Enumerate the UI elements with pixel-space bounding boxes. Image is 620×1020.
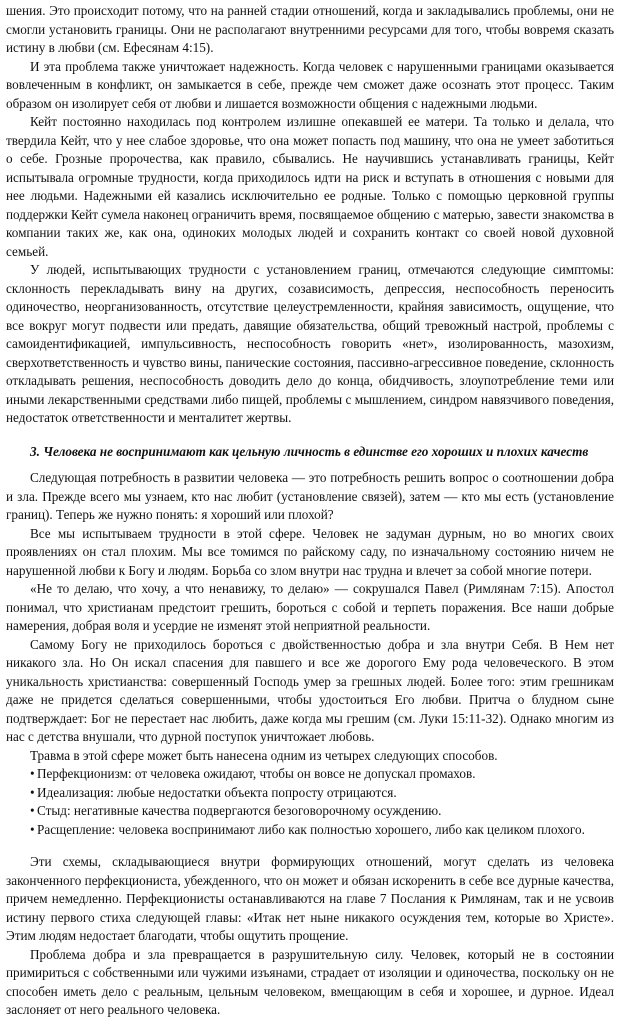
- list-item: [6, 765, 614, 784]
- bullet-icon: •: [30, 766, 35, 781]
- list-item-text: Идеализация: любые недостатки объекта попросту отрицаются.: [37, 784, 397, 800]
- paragraph-reliability: И эта проблема также уничтожает надежность. Когда человек с нарушенными границами оказывается вовлеченным в конфликт, он замыкается в себе, прежде чем сможет даже осознать этот процесс. Таким образом он изолирует себя от любви и лишается возможности общения с надежными людьми.: [6, 58, 614, 111]
- list-item-text: Расщепление: человека воспринимают либо как полностью хорошего, либо как целиком плохого.: [37, 821, 585, 837]
- spacer: [6, 839, 614, 853]
- paragraph-destructive-force: Проблема добра и зла превращается в разрушительную силу. Человек, который не в состоянии примириться с собственными или чужими изъянами, страдает от изоляции и одиночества, поскольку он не способен иметь дело с реальным, цельным человеком, вмещающим в себя и хорошее, и дурное. Идеал заслоняет от него реального человека.: [6, 946, 614, 1017]
- list-item-text: Перфекционизм: от человека ожидают, чтобы он вовсе не допускал промахов.: [37, 766, 476, 781]
- bullet-icon: •: [30, 821, 35, 837]
- paragraph-god-love: Самому Богу не приходилось бороться с двойственностью добра и зла внутри Себя. В Нем нет никакого зла. Но Он искал спасения для павшего и все же дорогого Ему рода человеческого. В этом уникальность христианства: совершенный Господь умер за грешных людей. Более того: этим грешникам даже не придется сделаться совершенными, чтобы удостоиться Его любви. Притча о блудном сыне подтверждает: Бог не перестает нас любить, даже когда мы грешим (см. Луки 15:11-32). Однако многим из нас с детства внушали, что дурной поступок уничтожает любовь.: [6, 636, 614, 744]
- paragraph-continuation: шения. Это происходит потому, что на ранней стадии отношений, когда и закладывались проблемы, они не смогли установить границы. Они не располагают внутренними ресурсами для того, чтобы вовремя сказать истину в любви (см. Ефесянам 4:15).: [6, 3, 614, 55]
- list-item: [6, 821, 614, 840]
- list-item-text: Стыд: негативные качества подвергаются безоговорочному осуждению.: [37, 803, 442, 818]
- section-heading: 3. Человека не воспринимают как цельную личность в единстве его хороших и плохих качеств: [30, 443, 589, 459]
- paragraph-paul-quote: «Не то делаю, что хочу, а что ненавижу, то делаю» — сокрушался Павел (Римлянам 7:15). Апостол понимал, что христианам предстоит грешить, бороться с собой и терпеть поражения. Все наши добрые намерения, добрая воля и усердие не изменят этой неприятной реальности.: [6, 581, 614, 633]
- paragraph-difficulties: Все мы испытываем трудности в этой сфере. Человек не задуман дурным, но во многих своих проявлениях он стал плохим. Мы все томимся по райскому саду, по изначальному состоянию ничем не нарушенной любви к Богу и людям. Борьба со злом внутри нас трудна и влечет за собой многие потери.: [6, 525, 614, 578]
- trauma-ways-list: [6, 765, 614, 839]
- paragraph-good-and-evil: Следующая потребность в развитии человека — это потребность решить вопрос о соотношении добра и зла. Прежде всего мы узнаем, кто нас любит (установление связей), затем — кто мы есть (установление границ). Теперь же нужно понять: я хороший или плохой?: [6, 470, 614, 522]
- bullet-icon: •: [30, 784, 35, 800]
- list-item: [6, 802, 614, 821]
- bullet-icon: •: [30, 803, 35, 818]
- paragraph-kate-story: Кейт постоянно находилась под контролем излишне опекавшей ее матери. Та только и делала, что твердила Кейт, что у нее слабое здоровье, что она может попасть под машину, что она не умеет заботиться о себе. Грозные пророчества, как правило, сбывались. Не научившись устанавливать границы, Кейт испытывала огромные трудности, когда приходилось идти на риск и вступать в отношения с новыми для нее людьми. Надежными ей казались исключительно ее родные. Только с помощью церковной группы поддержки Кейт сумела наконец ограничить время, посвящаемое общению с матерью, завести знакомства в компании таких же, как она, одиноких молодых людей и сохранить контакт со своей новой духовной семьей.: [6, 114, 614, 259]
- paragraph-trauma-intro: Травма в этой сфере может быть нанесена одним из четырех следующих способов.: [30, 747, 498, 763]
- paragraph-perfectionists: Эти схемы, складывающиеся внутри формирующих отношений, могут сделать из человека законченного перфекциониста, убежденного, что он может и обязан искоренить в себе все дурные качества, причем немедленно. Перфекционисты останавливаются на главе 7 Послания к Римлянам, так и не усвоив истину первого стиха следующей главы: «Итак нет ныне никакого осуждения тем, которые во Христе». Этим людям недостает благодати, чтобы ощутить прощение.: [6, 854, 614, 943]
- paragraph-symptoms: У людей, испытывающих трудности с установлением границ, отмечаются следующие симптомы: склонность перекладывать вину на других, созависимость, депрессия, неспособность переносить одиночество, неорганизованность, отсутствие целеустремленности, крайняя зависимость, ощущение, что все вокруг могут подвести или предать, давящие обязательства, общий тревожный настрой, проблемы с самоидентификацией, импульсивность, неспособность говорить «нет», изолированность, мазохизм, сверхответственность и чувство вины, панические состояния, пассивно-агрессивное поведение, склонность откладывать решения, неспособность доводить дело до конца, обидчивость, злоупотребление теми или иными лекарственными средствами либо пищей, проблемы с мышлением, синдром навязчивого поведения, недостаток ответственности и менталитет жертвы.: [6, 262, 614, 425]
- list-item: [6, 784, 614, 803]
